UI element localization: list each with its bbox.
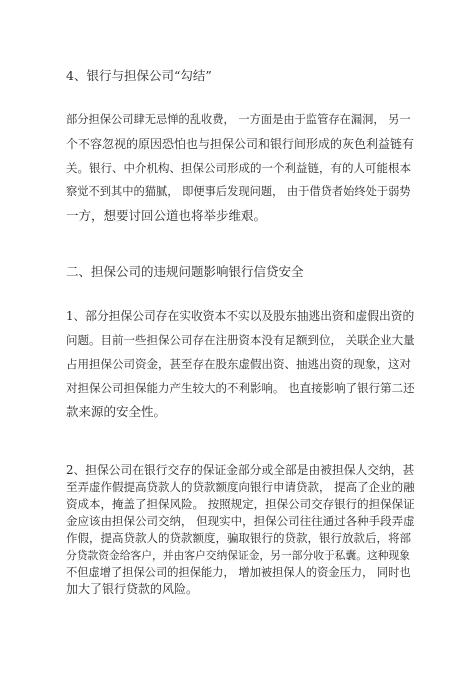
- paragraph-line: 作假，提高贷款人的贷款额度，骗取银行的贷款，银行放款后，将部: [66, 531, 411, 545]
- paragraph-line: 金应该由担保公司交纳， 但现实中，担保公司往往通过各种手段弄虚: [66, 514, 415, 528]
- paragraph-line: 问题。目前一些担保公司存在注册资本没有足额到位， 关联企业大量: [66, 333, 415, 347]
- paragraph-line: 占用担保公司资金，甚至存在股东虚假出资、抽逃出资的现象，这对: [66, 357, 411, 371]
- paragraph-line: 款来源的安全性。: [66, 404, 167, 419]
- paragraph-line: 分贷款资金给客户，并由客户交纳保证金，另一部分收于私囊。这种现象: [66, 549, 411, 562]
- paragraph-line: 加大了银行贷款的风险。: [66, 582, 199, 596]
- subheading-4: 4、银行与担保公司“勾结”: [66, 68, 212, 83]
- paragraph-line: 一方，想要讨回公道也将举步维艰。: [66, 208, 267, 223]
- paragraph-line: 对担保公司担保能力产生较大的不利影响。 也直接影响了银行第二还: [66, 381, 415, 395]
- paragraph-capital-issues: [66, 304, 416, 424]
- paragraph-line: 不但虚增了担保公司的担保能力， 增加被担保人的资金压力， 同时也: [66, 566, 411, 579]
- paragraph-line: 2、担保公司在银行交存的保证金部分或全部是由被担保人交纳，甚: [66, 463, 415, 477]
- paragraph-line: 至弄虚作假提高贷款人的贷款额度向银行申请贷款， 提高了企业的融: [66, 480, 415, 494]
- paragraph-line: 资成本，掩盖了担保风险。 按照规定，担保公司交存银行的担保保证: [66, 497, 415, 511]
- paragraph-line: 部分担保公司肆无忌惮的乱收费， 一方面是由于监管存在漏洞， 另一: [66, 113, 411, 126]
- paragraph-line: 察觉不到其中的猫腻， 即便事后发现问题， 由于借贷者始终处于弱势: [66, 185, 411, 198]
- paragraph-line: 个不容忽视的原因恐怕也与担保公司和银行间形成的灰色利益链有: [66, 137, 415, 151]
- paragraph-line: 关。银行、中介机构、担保公司形成的一个利益链，有的人可能根本: [66, 161, 411, 175]
- paragraph-line: 1、部分担保公司存在实收资本不实以及股东抽逃出资和虚假出资的: [66, 309, 415, 323]
- paragraph-deposit-issues: [66, 462, 416, 598]
- section-heading-2: 二、担保公司的违规问题影响银行信贷安全: [66, 264, 304, 279]
- paragraph-collusion: [66, 108, 416, 228]
